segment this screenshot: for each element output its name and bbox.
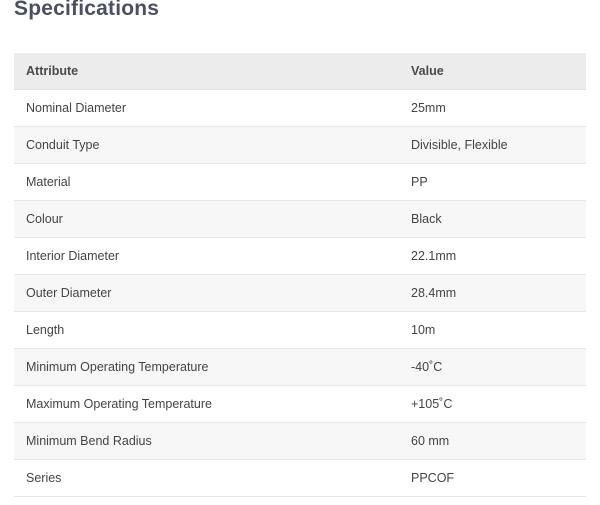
column-header-value: Value: [399, 53, 586, 90]
specifications-table: [14, 53, 586, 497]
cell-attribute: Colour: [14, 201, 399, 238]
cell-attribute: Minimum Bend Radius: [14, 423, 399, 460]
table-body: [14, 90, 586, 497]
table-row: [14, 386, 586, 423]
cell-value: PPCOF: [399, 460, 586, 497]
cell-attribute: Minimum Operating Temperature: [14, 349, 399, 386]
page-title: Specifications: [14, 0, 160, 20]
cell-attribute: Material: [14, 164, 399, 201]
table-header-row: [14, 53, 586, 90]
cell-value: 28.4mm: [399, 275, 586, 312]
cell-attribute: Maximum Operating Temperature: [14, 386, 399, 423]
cell-value: Divisible, Flexible: [399, 127, 586, 164]
cell-value: Black: [399, 201, 586, 238]
cell-attribute: Length: [14, 312, 399, 349]
cell-value: +105˚C: [399, 386, 586, 423]
table-row: [14, 127, 586, 164]
table-row: [14, 312, 586, 349]
column-header-attribute: Attribute: [14, 53, 399, 90]
table-row: [14, 460, 586, 497]
cell-value: -40˚C: [399, 349, 586, 386]
cell-attribute: Interior Diameter: [14, 238, 399, 275]
cell-attribute: Outer Diameter: [14, 275, 399, 312]
table-row: [14, 275, 586, 312]
specifications-table-container: [14, 53, 586, 497]
cell-value: 22.1mm: [399, 238, 586, 275]
table-row: [14, 349, 586, 386]
table-header: [14, 53, 586, 90]
table-row: [14, 90, 586, 127]
table-row: [14, 201, 586, 238]
cell-value: 10m: [399, 312, 586, 349]
table-row: [14, 238, 586, 275]
table-row: [14, 423, 586, 460]
cell-value: 25mm: [399, 90, 586, 127]
cell-attribute: Nominal Diameter: [14, 90, 399, 127]
table-row: [14, 164, 586, 201]
cell-value: 60 mm: [399, 423, 586, 460]
cell-attribute: Series: [14, 460, 399, 497]
cell-attribute: Conduit Type: [14, 127, 399, 164]
cell-value: PP: [399, 164, 586, 201]
